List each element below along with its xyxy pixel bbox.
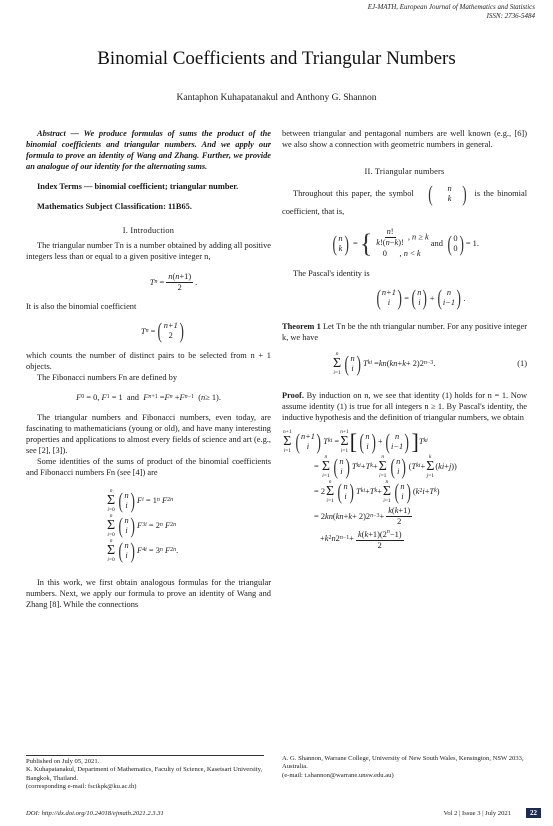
intro-paragraph-2: It is also the binomial coefficient bbox=[26, 302, 137, 311]
left-column bbox=[26, 128, 271, 610]
author-1-email: (corresponding e-mail: fscikpk@ku.ac.th) bbox=[26, 783, 137, 791]
theorem-1: Theorem 1 Let Tn be the nth triangular number. For any positive integer k, we have bbox=[282, 322, 527, 342]
proof-step-5: + k 2 n 2 n−1 + $\frac{k(k+1)(2^n-1)}{2}$ bbox=[320, 529, 402, 550]
equation-1: n Σ i=1 ( n i ) T ki = kn ( kn + k + 2)2 n−3 . (1) bbox=[333, 350, 527, 376]
fibonacci-identity-3: n Σ i=0 ( n i ) F 4i = 3 n F 2n . bbox=[107, 537, 179, 563]
equation-binomial-form: T n = ( n+1 2 ) bbox=[140, 318, 184, 343]
proof: Proof. By induction on n, we see that identity (1) holds for n = 1. Now assume identity (1) is true for all integers n ≥ 1. By Pascal's identity, the inductive hypothesis and the definition of triangular numbers, we obtain bbox=[282, 391, 528, 422]
intro-paragraph-4: The Fibonacci numbers Fn are defined by bbox=[37, 373, 178, 382]
paper-authors: Kantaphon Kuhapatanakul and Anthony G. Shannon bbox=[176, 93, 377, 103]
intro-paragraph-3: which counts the number of distinct pairs to be selected from n + 1 objects. bbox=[26, 351, 271, 371]
author-2-email: (e-mail: t.shannon@warrane.unsw.edu.au) bbox=[282, 771, 394, 779]
publication-date: Published on July 05, 2021. bbox=[26, 758, 100, 765]
fibonacci-identity-2: n Σ i=0 ( n i ) F 3i = 2 n F 2n bbox=[107, 512, 177, 538]
equation-binomial-definition: ( n k ) = { $\frac{n!}{k!(n-k)!}$ , n ≥ k 0 , n < k and ( 0 0 ) = 1. bbox=[332, 227, 479, 258]
index-terms: Index Terms — binomial coefficient; triangular number. bbox=[37, 182, 239, 191]
fibonacci-identities bbox=[106, 488, 271, 563]
proof-step-4: = 2 kn ( kn + k + 2)2 n−3 + $\frac{k(k+1)}{2}$ bbox=[314, 506, 411, 526]
msc-classification: Mathematics Subject Classification: 11B65. bbox=[37, 202, 192, 211]
equation-fibonacci-definition: F 0 = 0, F 1 = 1 and F n +1 = F n + F n −1 ( n ≥ 1). bbox=[76, 393, 221, 402]
journal-name: EJ-MATH, European Journal of Mathematics and Statistics bbox=[367, 3, 535, 11]
intro-paragraph-7: In this work, we first obtain analogous formulas for the triangular numbers. Next, we apply our formula to prove an identity of Wang and Zhang [8]. While the connections bbox=[26, 578, 271, 609]
right-column bbox=[282, 128, 527, 551]
page-number-badge: 22 bbox=[526, 808, 541, 818]
author-1-affiliation: K. Kuhapatanakul, Department of Mathematics, Faculty of Science, Kasetsart University, Bangkok, Thailand. bbox=[26, 766, 263, 782]
proof-label: Proof. bbox=[282, 391, 304, 400]
section-1-title: I. Introduction bbox=[122, 226, 175, 235]
intro-paragraph-1: The triangular number Tn is a number obtained by adding all positive integers less than or equal to a given positive integer n, bbox=[26, 241, 271, 261]
equation-pascal-identity: ( n+1 i ) = ( n i ) + ( n i−1 ) . bbox=[375, 285, 466, 310]
intro-paragraph-5: The triangular numbers and Fibonacci numbers, even today, are fascinating to mathematicians (young or old), and have many interesting properties and applications to almost every fields of science and art (e.g., see [2], [3]). bbox=[26, 413, 271, 455]
footnote-right bbox=[282, 755, 532, 780]
intro-paragraph-6: Some identities of the sums of product of the binomial coefficients and Fibonacci numbers Fn (see [4]) are bbox=[26, 457, 271, 477]
doi-link[interactable]: DOI: http://dx.doi.org/10.24018/ejmath.2021.2.3.31 bbox=[26, 810, 164, 817]
footnote-left bbox=[26, 755, 264, 792]
proof-step-1: n+1 Σ i=1 ( n+1 i ) T ki = n+1 Σ i=1 [ ( n i ) + ( n i−1 ) ] T ki bbox=[283, 428, 428, 454]
equation-triangular-number: T n = $\frac{n(n+1)}{2}$ . bbox=[149, 272, 198, 292]
section-2-title: II. Triangular numbers bbox=[364, 167, 445, 176]
page-footer bbox=[26, 810, 541, 820]
journal-header bbox=[368, 3, 535, 21]
abstract: Abstract — We produce formulas of sums the product of the binomial coefficients and triangular numbers. And we apply our formula to prove an identity of Wang and Zhang. Further, we provide an analogue of our identity for the alternating sums. bbox=[26, 129, 271, 171]
fibonacci-identity-1: n Σ i=0 ( n i ) F i = 1 n F 2n bbox=[107, 487, 174, 513]
volume-issue: Vol 2 | Issue 3 | July 2021 bbox=[443, 810, 511, 817]
proof-derivation bbox=[282, 429, 527, 551]
journal-issn: ISSN: 2736-5484 bbox=[486, 12, 535, 20]
proof-step-2: = n Σ i=1 ( n i ) T ki + T k + n Σ i=1 ( n i ) ( T ki + k Σ j=1 ( ki + j )) bbox=[314, 453, 457, 479]
paper-title: Binomial Coefficients and Triangular Numbers bbox=[97, 48, 456, 69]
equation-1-number: (1) bbox=[517, 359, 527, 368]
right-paragraph-3: The Pascal's identity is bbox=[293, 269, 370, 278]
proof-step-3: = 2 n Σ i=1 ( n i ) T ki + T k + n Σ i=1 ( n i ) ( k 2 i + T k ) bbox=[314, 478, 440, 504]
right-paragraph-2: Throughout this paper, the symbol ( n k ) is the binomial coefficient, that is, bbox=[282, 181, 528, 216]
author-2-affiliation: A. G. Shannon, Warrane College, University of New South Wales, Kensington, NSW 2033, Australia. bbox=[282, 755, 524, 771]
theorem-label: Theorem 1 bbox=[282, 322, 321, 331]
right-paragraph-1: between triangular and pentagonal numbers are well known (e.g., [6]) we also show a connection with geometric numbers in general. bbox=[282, 129, 527, 149]
